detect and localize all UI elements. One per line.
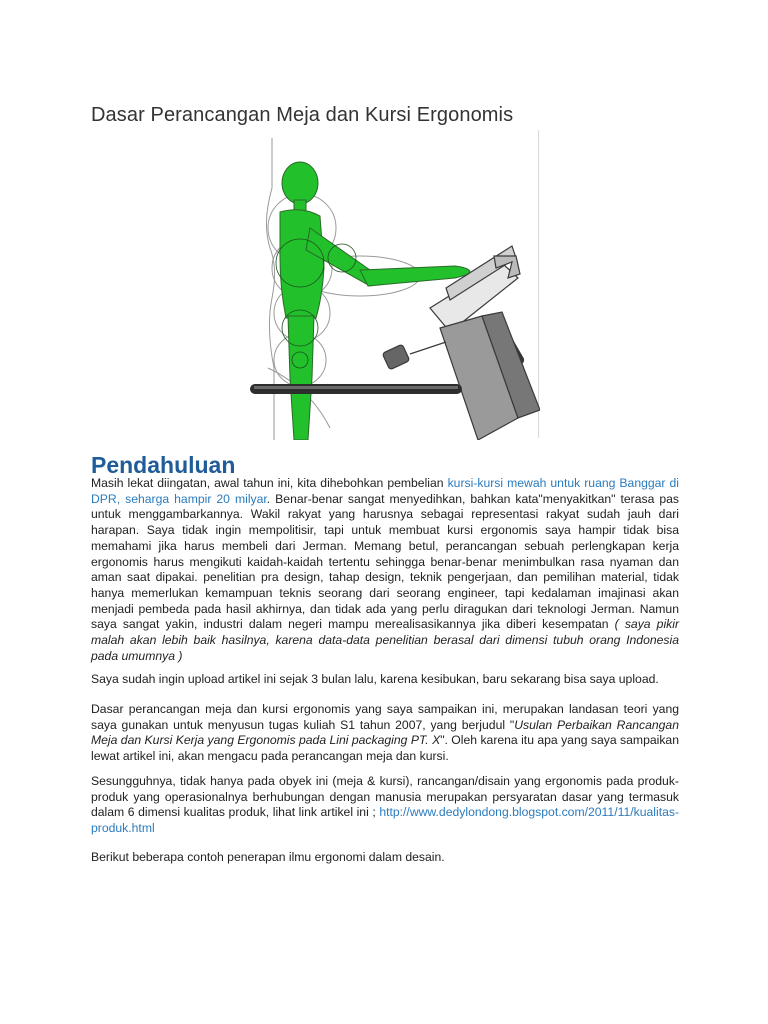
kualitas-produk-link[interactable]: http://www.dedylondong.blogspot.com/2011/11/kualitas-produk.html	[91, 805, 680, 836]
paragraph-italic: ( saya pikir malah akan lebih baik hasilnya, karena data-data penelitian berasal dari dimensi tubuh orang Indonesia pada umumnya )	[91, 617, 680, 663]
banggar-chairs-link[interactable]: kursi-kursi mewah untuk ruang Banggar di DPR, seharga hampir 20 milyar	[91, 476, 679, 506]
paragraph-text: ". Oleh karena itu apa yang saya sampaikan lewat artikel ini, akan mengacu pada perancangan meja dan kursi.	[91, 733, 679, 764]
paragraph-introduction	[91, 476, 679, 664]
paragraph-text: Dasar perancangan meja dan kursi ergonomis yang saya sampaikan ini, merupakan landasan teori yang saya gunakan untuk menyusun tugas kuliah S1 tahun 2007, yang berjudul "	[91, 702, 679, 732]
section-heading: Pendahuluan	[91, 452, 236, 478]
thesis-title: Usulan Perbaikan Rancangan Meja dan Kursi Kerja yang Ergonomis pada Lini packaging PT. X	[91, 717, 679, 748]
ergonomic-workstation-illustration	[250, 128, 540, 440]
paragraph-thesis	[91, 702, 679, 765]
paragraph-text: Sesungguhnya, tidak hanya pada obyek ini (meja & kursi), rancangan/disain yang ergonomis pada produk-produk yang operasionalnya berhubungan dengan manusia merupakan persyaratan dasar yang termasuk dalam 6 dimensi kualitas produk, lihat link artikel ini ;	[91, 774, 679, 820]
paragraph-text: Masih lekat diingatan, awal tahun ini, kita dihebohkan pembelian	[91, 476, 448, 490]
paragraph-upload: Saya sudah ingin upload artikel ini sejak 3 bulan lalu, karena kesibukan, baru sekarang bisa saya upload.	[91, 672, 659, 686]
paragraph-quality	[91, 774, 679, 837]
paragraph-examples: Berikut beberapa contoh penerapan ilmu ergonomi dalam desain.	[91, 850, 445, 864]
paragraph-text: . Benar-benar sangat menyedihkan, bahkan kata"menyakitkan" terasa pas untuk menggambarkannya. Wakil rakyat yang harusnya sebagai representasi rakyat sudah jauh dari harapan. Saya tidak ingin mempolitisir, tapi untuk membuat kursi ergonomis saya hampir tidak bisa memahami jika harus membeli dari Jerman. Memang betul, perancangan sebuah perlengkapan kerja ergonomis harus mengikuti kaidah-kaidah tertentu sehingga benar-benar menimbulkan rasa nyaman dan aman saat dipakai. penelitian pra design, tahap design, teknik pengerjaan, dan pemilihan material, tidak hanya memerlukan kemampuan teknis seorang dari seorang engineer, tapi kedalaman imajinasi akan menjadi pembeda pada hasil akhirnya, dan tidak ada yang perlu diragukan dari teknologi Jerman. Namun saya sangat yakin, industri dalam negeri mampu merealisasikannya jika diberi kesempatan	[91, 491, 679, 632]
page-title: Dasar Perancangan Meja dan Kursi Ergonomis	[91, 104, 514, 126]
